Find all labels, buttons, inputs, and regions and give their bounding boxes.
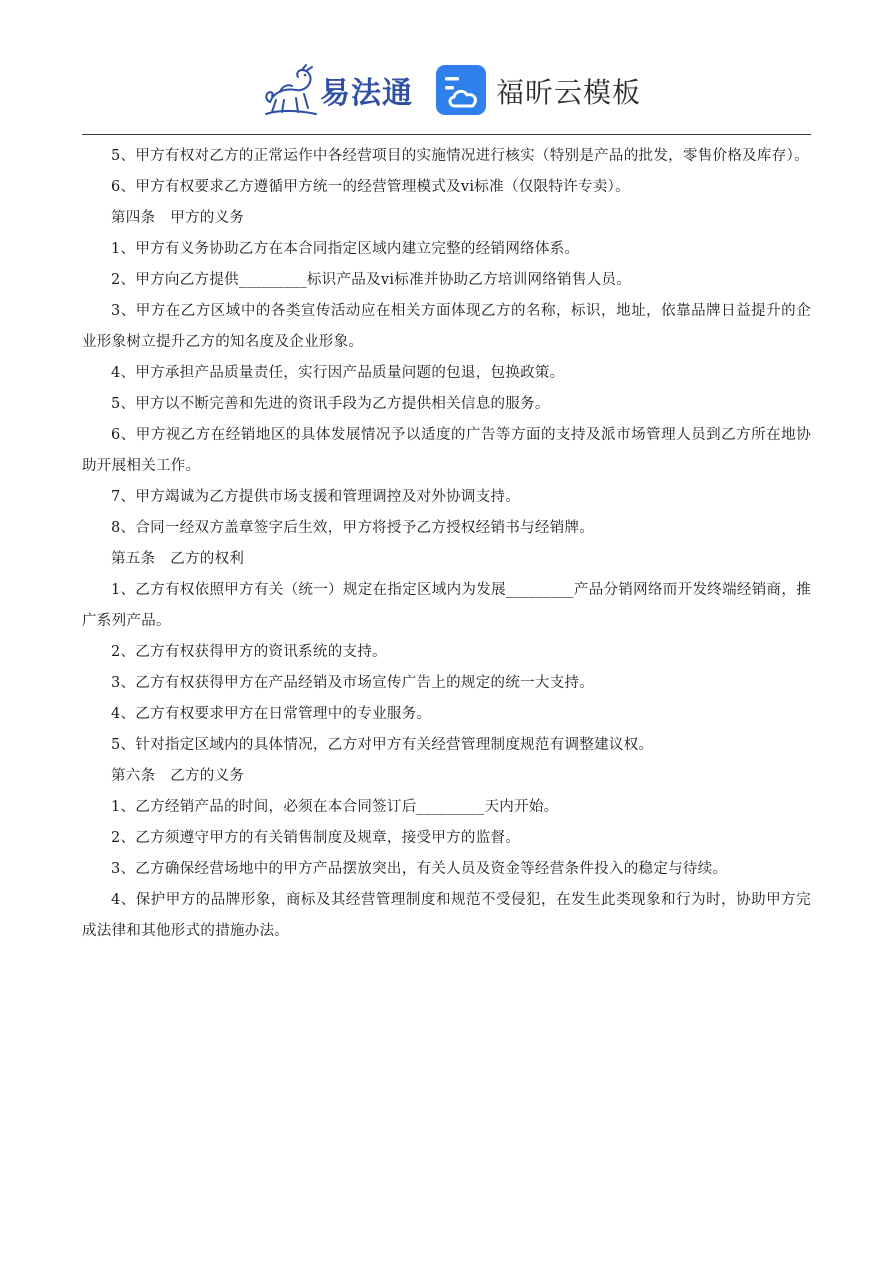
paragraph: 7、甲方竭诚为乙方提供市场支援和管理调控及对外协调支持。: [111, 489, 521, 505]
page-header: [0, 58, 893, 124]
yifatong-logo-text: 易法通: [320, 76, 413, 111]
header-divider: [82, 134, 811, 135]
section-heading: 第四条 甲方的义务: [111, 210, 245, 226]
paragraph: 6、甲方视乙方在经销地区的具体发展情况予以适度的广告等方面的支持及派市场管理人员到乙方所在地协助开展相关工作。: [82, 427, 811, 474]
paragraph: 2、乙方有权获得甲方的资讯系统的支持。: [111, 644, 387, 660]
paragraph: 3、甲方在乙方区域中的各类宣传活动应在相关方面体现乙方的名称，标识，地址，依靠品牌日益提升的企业形象树立提升乙方的知名度及企业形象。: [82, 303, 811, 350]
paragraph: 3、乙方确保经营场地中的甲方产品摆放突出，有关人员及资金等经营条件投入的稳定与待续。: [111, 861, 728, 877]
paragraph: 5、甲方以不断完善和先进的资讯手段为乙方提供相关信息的服务。: [111, 396, 550, 412]
paragraph: 5、针对指定区域内的具体情况，乙方对甲方有关经营管理制度规范有调整建议权。: [111, 737, 654, 753]
section-heading: 第六条 乙方的义务: [111, 768, 245, 784]
cloud-document-icon: [435, 64, 487, 116]
paragraph: 1、乙方经销产品的时间，必须在本合同签订后_________天内开始。: [111, 799, 559, 815]
paragraph: 2、乙方须遵守甲方的有关销售制度及规章，接受甲方的监督。: [111, 830, 521, 846]
section-heading: 第五条 乙方的权利: [111, 551, 245, 567]
qilin-icon: [262, 62, 320, 118]
paragraph: 1、乙方有权依照甲方有关（统一）规定在指定区域内为发展_________产品分销网络而开发终端经销商，推广系列产品。: [82, 582, 811, 629]
paragraph: 4、甲方承担产品质量责任，实行因产品质量问题的包退，包换政策。: [111, 365, 565, 381]
paragraph: 2、甲方向乙方提供_________标识产品及vi标准并协助乙方培训网络销售人员。: [111, 272, 632, 288]
paragraph: 3、乙方有权获得甲方在产品经销及市场宣传广告上的规定的统一大支持。: [111, 675, 595, 691]
fuxin-cloud-template-logo: [435, 64, 642, 118]
paragraph: 4、乙方有权要求甲方在日常管理中的专业服务。: [111, 706, 432, 722]
document-body: [82, 141, 811, 947]
fuxin-logo-text: 福昕云模板: [496, 76, 642, 109]
paragraph: 5、甲方有权对乙方的正常运作中各经营项目的实施情况进行核实（特别是产品的批发，零售价格及库存）。: [111, 148, 809, 164]
yifatong-logo: [262, 62, 414, 118]
paragraph: 6、甲方有权要求乙方遵循甲方统一的经营管理模式及vi标准（仅限特许专卖）。: [111, 179, 630, 195]
paragraph: 4、保护甲方的品牌形象，商标及其经营管理制度和规范不受侵犯，在发生此类现象和行为时，协助甲方完成法律和其他形式的措施办法。: [82, 892, 811, 939]
paragraph: 1、甲方有义务协助乙方在本合同指定区域内建立完整的经销网络体系。: [111, 241, 580, 257]
paragraph: 8、合同一经双方盖章签字后生效，甲方将授予乙方授权经销书与经销牌。: [111, 520, 595, 536]
